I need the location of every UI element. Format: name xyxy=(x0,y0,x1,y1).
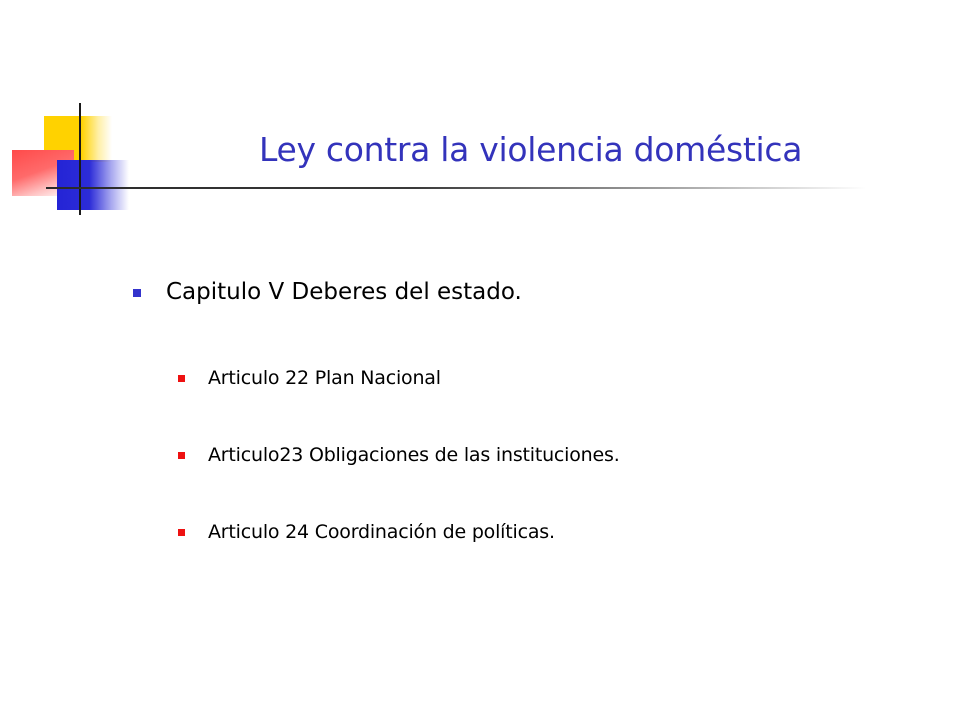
sub-bullet-item xyxy=(178,517,555,547)
sub-bullet-item xyxy=(178,440,620,470)
bullet-text: Capitulo V Deberes del estado. xyxy=(166,279,522,305)
blue-square-bullet-icon xyxy=(133,289,141,297)
red-square-bullet-icon xyxy=(178,452,185,459)
slide-title: Ley contra la violencia doméstica xyxy=(259,130,803,169)
red-square-bullet-icon xyxy=(178,375,185,382)
sub-bullet-item xyxy=(178,363,441,393)
sub-bullet-text: Articulo 24 Coordinación de políticas. xyxy=(208,521,555,543)
sub-bullet-text: Articulo23 Obligaciones de las instituciones. xyxy=(208,444,620,466)
bullet-item-chapter xyxy=(133,274,522,310)
red-square-bullet-icon xyxy=(178,529,185,536)
sub-bullet-text: Articulo 22 Plan Nacional xyxy=(208,367,441,389)
